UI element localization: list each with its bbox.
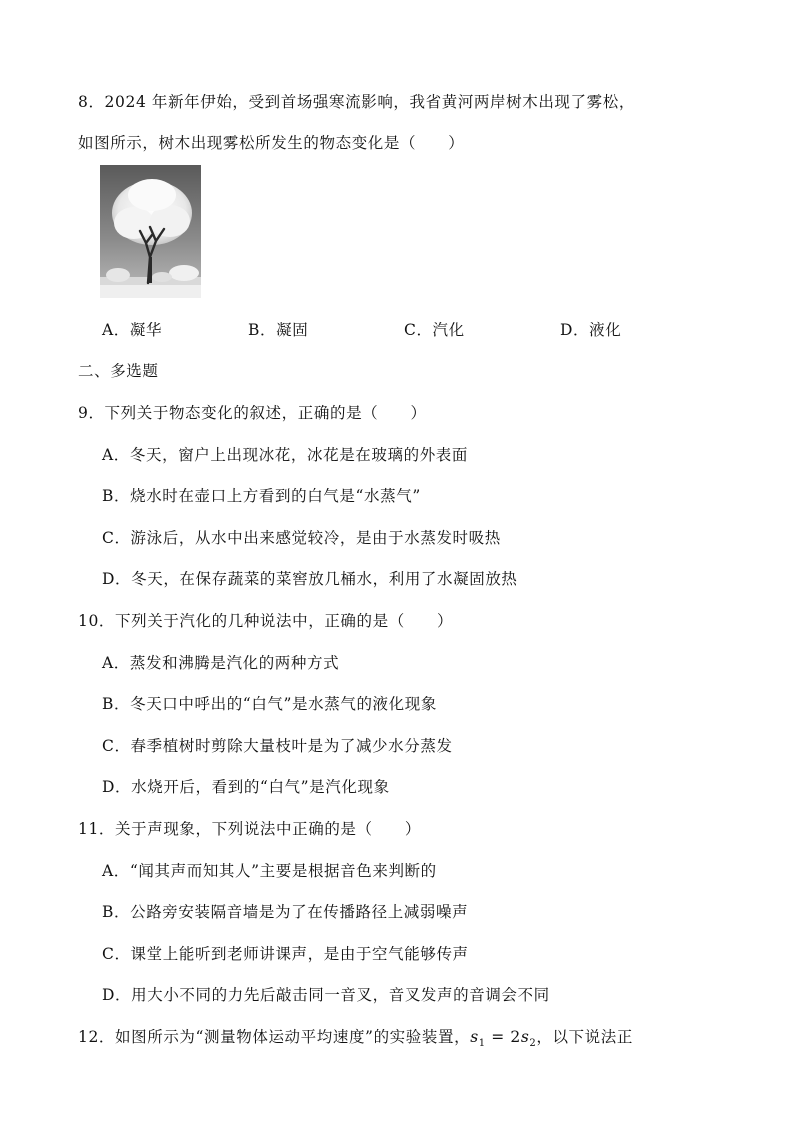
q11-option-d: D．用大小不同的力先后敲击同一音叉，音叉发声的音调会不同	[102, 986, 550, 1004]
q8-stem-line1: 8．2024 年新年伊始，受到首场强寒流影响，我省黄河两岸树木出现了雾松，	[78, 93, 635, 111]
q11-stem: 11．关于声现象，下列说法中正确的是（ ）	[78, 820, 421, 838]
q8-option-c: C．汽化	[404, 321, 465, 339]
q11-option-a: A．“闻其声而知其人”主要是根据音色来判断的	[102, 862, 437, 880]
formula-s2: s	[520, 1028, 530, 1046]
section-title: 二、多选题	[78, 362, 159, 380]
q9-stem: 9．下列关于物态变化的叙述，正确的是（ ）	[78, 404, 427, 422]
q10-option-a: A．蒸发和沸腾是汽化的两种方式	[102, 654, 340, 672]
q9-option-a: A．冬天，窗户上出现冰花，冰花是在玻璃的外表面	[102, 446, 468, 464]
formula-eq: = 2	[485, 1028, 521, 1046]
rime-tree-photo	[100, 165, 201, 298]
q10-option-d: D．水烧开后，看到的“白气”是汽化现象	[102, 778, 390, 796]
q9-option-d: D．冬天，在保存蔬菜的菜窖放几桶水，利用了水凝固放热	[102, 570, 518, 588]
formula-s1: s	[470, 1028, 479, 1046]
q8-options	[102, 318, 662, 340]
q8-option-a: A．凝华	[102, 321, 163, 339]
q9-option-b: B．烧水时在壶口上方看到的白气是“水蒸气”	[102, 487, 421, 505]
q10-stem: 10．下列关于汽化的几种说法中，正确的是（ ）	[78, 612, 454, 630]
q11-option-c: C．课堂上能听到老师讲课声，是由于空气能够传声	[102, 945, 469, 963]
q11-option-b: B．公路旁安装隔音墙是为了在传播路径上减弱噪声	[102, 903, 469, 921]
q10-option-c: C．春季植树时剪除大量枝叶是为了减少水分蒸发	[102, 737, 453, 755]
q10-option-b: B．冬天口中呼出的“白气”是水蒸气的液化现象	[102, 695, 437, 713]
q12-formula	[470, 1028, 537, 1050]
formula-sub2: 2	[529, 1038, 537, 1050]
q12-stem-prefix: 12．如图所示为“测量物体运动平均速度”的实验装置，	[78, 1028, 471, 1046]
q12-stem-suffix: ，以下说法正	[536, 1028, 633, 1046]
q8-stem-line2: 如图所示，树木出现雾松所发生的物态变化是（ ）	[78, 134, 465, 152]
q12-stem	[78, 1025, 633, 1049]
q9-option-c: C．游泳后，从水中出来感觉较冷，是由于水蒸发时吸热	[102, 529, 501, 547]
formula-sub1: 1	[478, 1038, 486, 1050]
q8-option-b: B．凝固	[248, 321, 309, 339]
q8-option-d: D．液化	[560, 321, 622, 339]
